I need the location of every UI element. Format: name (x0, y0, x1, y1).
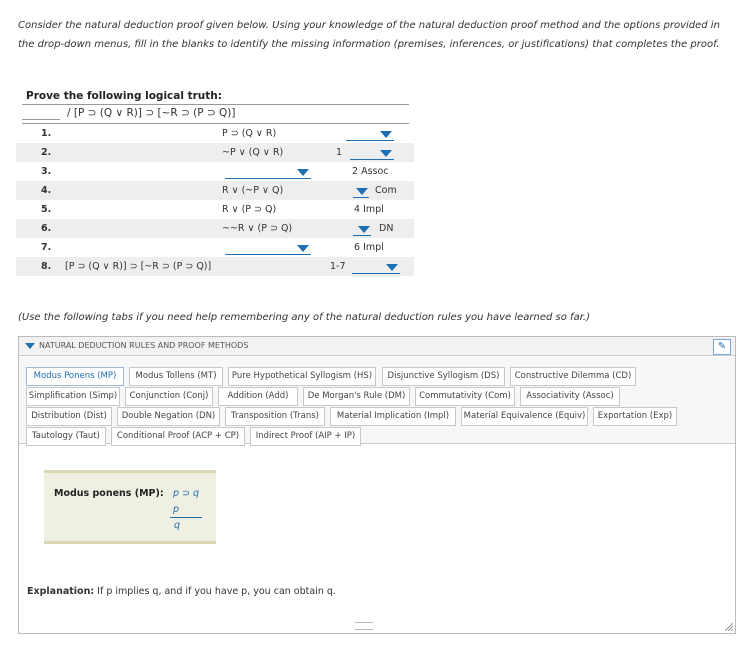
proof-line (16, 162, 414, 181)
proof-conclusion (22, 106, 409, 122)
rule-explanation (27, 586, 336, 597)
rules-tabs (19, 357, 735, 444)
justification-dropdown[interactable] (346, 126, 394, 141)
conclusion-blank (22, 105, 60, 120)
instructions-text: Consider the natural deduction proof given below. Using your knowledge of the natural deduction proof method and the options provided in the drop-down menus, fill in the blanks to identify the missing information (premises, inferences, or justifications) that completes the proof. (18, 20, 720, 50)
pin-icon[interactable]: ✎ (713, 339, 731, 355)
line-statement: ~~R ∨ (P ⊃ Q) (222, 223, 293, 234)
proof-line (16, 143, 414, 162)
line-justification: 2 Assoc (352, 166, 389, 177)
resize-handle-icon[interactable] (725, 623, 733, 631)
tab-transposition[interactable]: Transposition (Trans) (225, 407, 325, 426)
tab-disjunctive-syllogism[interactable]: Disjunctive Syllogism (DS) (382, 367, 505, 386)
tab-content (19, 444, 735, 624)
line-statement: R ∨ (P ⊃ Q) (222, 204, 277, 215)
justification-dropdown[interactable] (350, 145, 394, 160)
chevron-down-icon (297, 245, 309, 252)
rules-panel (18, 336, 736, 634)
chevron-down-icon (356, 188, 368, 195)
drag-handle-icon[interactable] (355, 622, 373, 630)
rule-conclusion: q (174, 520, 181, 531)
proof-line (16, 219, 414, 238)
line-reference: 1-7 (330, 261, 346, 272)
line-number: 5. (41, 204, 52, 215)
rule-box (44, 470, 216, 544)
rule-name: Modus ponens (MP): (54, 488, 164, 499)
explanation-label: Explanation: (27, 586, 95, 597)
tab-double-negation[interactable]: Double Negation (DN) (117, 407, 220, 426)
tab-indirect-proof[interactable]: Indirect Proof (AIP + IP) (250, 427, 361, 446)
line-statement: R ∨ (~P ∨ Q) (222, 185, 284, 196)
hint-text: (Use the following tabs if you need help remembering any of the natural deduction rules you have learned so far.) (18, 312, 590, 323)
tab-de-morgans[interactable]: De Morgan's Rule (DM) (303, 387, 410, 406)
tab-simplification[interactable]: Simplification (Simp) (26, 387, 120, 406)
chevron-down-icon (380, 150, 392, 157)
reference-dropdown[interactable] (353, 221, 371, 236)
tab-modus-tollens[interactable]: Modus Tollens (MT) (129, 367, 223, 386)
tab-tautology[interactable]: Tautology (Taut) (26, 427, 106, 446)
tab-conjunction[interactable]: Conjunction (Conj) (125, 387, 213, 406)
justification-dropdown[interactable] (352, 259, 400, 274)
rule-premise: p ⊃ q (173, 488, 200, 499)
tab-hypothetical-syllogism[interactable]: Pure Hypothetical Syllogism (HS) (228, 367, 376, 386)
proof-line (16, 181, 414, 200)
line-reference: 1 (336, 147, 343, 158)
explanation-text: If p implies q, and if you have p, you can obtain q. (94, 586, 336, 597)
proof-line (16, 200, 414, 219)
line-number: 7. (41, 242, 52, 253)
chevron-down-icon (386, 264, 398, 271)
statement-dropdown[interactable] (225, 164, 311, 179)
reference-dropdown[interactable] (353, 183, 369, 198)
line-statement: [P ⊃ (Q ∨ R)] ⊃ [~R ⊃ (P ⊃ Q)] (65, 261, 212, 272)
statement-dropdown[interactable] (225, 240, 311, 255)
tab-conditional-proof[interactable]: Conditional Proof (ACP + CP) (111, 427, 245, 446)
line-number: 1. (41, 128, 52, 139)
line-justification: DN (379, 223, 394, 234)
panel-header[interactable] (19, 337, 735, 356)
proof-line (16, 257, 414, 276)
tab-exportation[interactable]: Exportation (Exp) (593, 407, 677, 426)
panel-title: NATURAL DEDUCTION RULES AND PROOF METHODS (39, 341, 249, 350)
line-justification: Com (375, 185, 397, 196)
line-number: 8. (41, 261, 52, 272)
chevron-down-icon (358, 226, 370, 233)
line-justification: 4 Impl (354, 204, 384, 215)
proof-line (16, 238, 414, 257)
line-statement: P ⊃ (Q ∨ R) (222, 128, 277, 139)
line-statement: ~P ∨ (Q ∨ R) (222, 147, 284, 158)
line-number: 3. (41, 166, 52, 177)
chevron-down-icon (380, 131, 392, 138)
tab-material-equivalence[interactable]: Material Equivalence (Equiv) (461, 407, 588, 426)
tab-modus-ponens[interactable]: Modus Ponens (MP) (26, 367, 124, 386)
tab-addition[interactable]: Addition (Add) (218, 387, 298, 406)
chevron-down-icon (297, 169, 309, 176)
proof-line (16, 124, 414, 143)
tab-constructive-dilemma[interactable]: Constructive Dilemma (CD) (510, 367, 636, 386)
collapse-triangle-icon[interactable] (25, 343, 35, 349)
line-number: 6. (41, 223, 52, 234)
tab-commutativity[interactable]: Commutativity (Com) (415, 387, 515, 406)
line-justification: 6 Impl (354, 242, 384, 253)
line-number: 4. (41, 185, 52, 196)
proof-title: Prove the following logical truth: (26, 90, 222, 102)
rule-premise: p (173, 504, 180, 515)
tab-distribution[interactable]: Distribution (Dist) (26, 407, 112, 426)
inference-line (170, 517, 202, 518)
line-number: 2. (41, 147, 52, 158)
divider (22, 104, 409, 105)
conclusion-text: / [P ⊃ (Q ∨ R)] ⊃ [~R ⊃ (P ⊃ Q)] (67, 107, 236, 119)
tab-material-implication[interactable]: Material Implication (Impl) (330, 407, 456, 426)
tab-associativity[interactable]: Associativity (Assoc) (520, 387, 620, 406)
